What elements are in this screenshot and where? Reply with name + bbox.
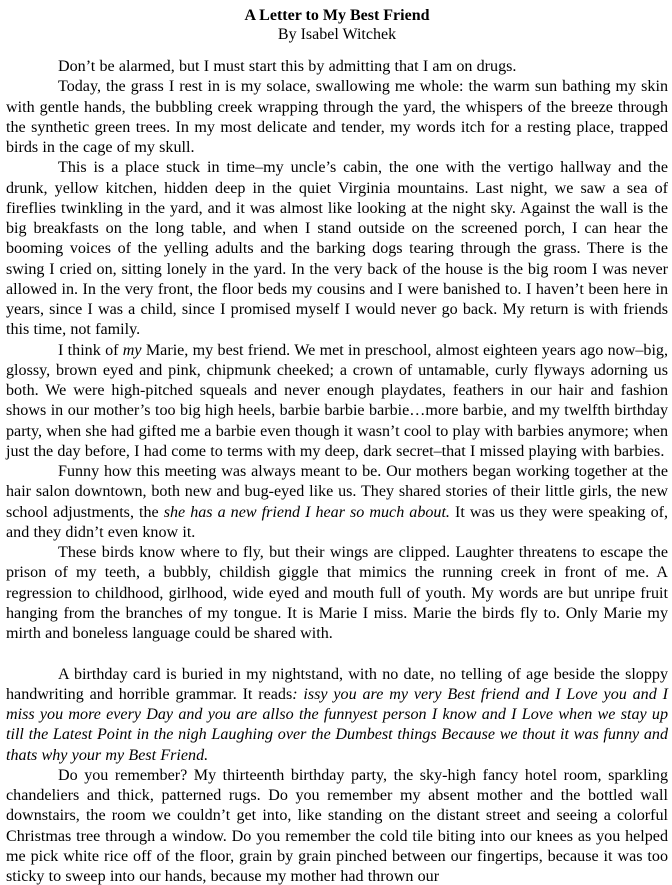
paragraph-7 [6,665,668,766]
paragraph-3: This is a place stuck in time–my uncle’s cabin, the one with the vertigo hallway and the drunk, yellow kitchen, hidden deep in the quiet Virginia mountains. Last night, we saw a sea of fireflies twinkling in the yard, and it was almost like looking at the night sky. Against the wall is the big breakfasts on the long table, and when I stand outside on the screened porch, I can hear the booming voices of the yelling adults and the barking dogs tearing through the grass. There is the swing I cried on, sitting lonely in the yard. In the very back of the house is the big room I was never allowed in. In the very front, the floor beds my cousins and I were banished to. I haven’t been here in years, since I was a child, since I promised myself I would never go back. My return is with friends this time, not family. [6,159,668,339]
paragraph-2: Today, the grass I rest in is my solace, swallowing me whole: the warm sun bathing my skin with gentle hands, the bubbling creek wrapping through the yard, the whispers of the breeze through the synthetic green trees. In my most delicate and tender, my words itch for a resting place, trapped birds in the cage of my skull. [6,78,668,156]
paragraph-1: Don’t be alarmed, but I must start this by admitting that I am on drugs. [58,58,517,75]
paragraph-5-text-a: Funny how this meeting was always meant to be. Our mothers began working together at the hair salon downtown, both new and bug-eyed like us. They shared stories of their little girls, the new school adjustments, the [6,463,668,521]
paragraph-5-emphasis: she has a new friend I hear so much about. [163,503,450,521]
paragraph-4-text-b: Marie, my best friend. We met in preschool, almost eighteen years ago now–big, glossy, brown eyed and pink, chipmunk cheeked; a crown of untamable, curly flyways adorning us both. We were high-pitched squeals and never enough playdates, feathers in our hair and fashion shows in our mother’s too big high heels, barbie barbie barbie…more barbie, and my twelfth birthday party, when she had gifted me a barbie even though it wasn’t cool to play with barbies anymore; when just the day before, I had come to terms with my deep, dark secret–that I missed playing with barbies. [6,341,668,460]
paragraph-4-emphasis: my [122,341,142,359]
birthday-card-quote: : issy you are my very Best friend and I Love you and I miss you more every Day and you are allso the funnyest person I know and I Love when we stay up till the Latest Point in the nigh Laughing over the Dumbest things Because we thout it was funny and thats why your my Best Friend. [6,685,668,764]
author-byline: By Isabel Witchek [277,26,397,43]
paragraph-6: These birds know where to fly, but their wings are clipped. Laughter threatens to escape the prison of my teeth, a bubbly, childish giggle that mimics the running creek in front of me. A regression to childhood, girlhood, wide eyed and mouth full of youth. My words are but unripe fruit hanging from the branches of my tongue. It is Marie I miss. Marie the birds fly to. Only Marie my mirth and boneless language could be shared with. [6,544,668,642]
paragraph-5 [6,462,668,543]
paragraph-7-text: A birthday card is buried in my nightstand, with no date, no telling of age beside the sloppy handwriting and horrible grammar. It reads [6,665,668,703]
paragraph-8: Do you remember? My thirteenth birthday party, the sky-high fancy hotel room, sparkling chandeliers and thick, patterned rugs. Do you remember my absent mother and the bottled wall downstairs, the room we couldn’t get into, like standing on the distant street and seeing a colorful Christmas tree through a window. Do you remember the cold tile biting into our knees as you helped me pick white rice off of the floor, grain by grain pinched between our fingertips, because it was too sticky to sweep into our hands, because my mother had thrown our [6,766,668,885]
paragraph-5-text-b: It was us they were speaking of, and they didn’t even know it. [6,503,668,541]
letter-body [6,57,668,885]
paragraph-4-text-a: I think of [58,341,123,359]
paragraph-4 [6,341,668,463]
document-title: A Letter to My Best Friend [244,7,430,24]
